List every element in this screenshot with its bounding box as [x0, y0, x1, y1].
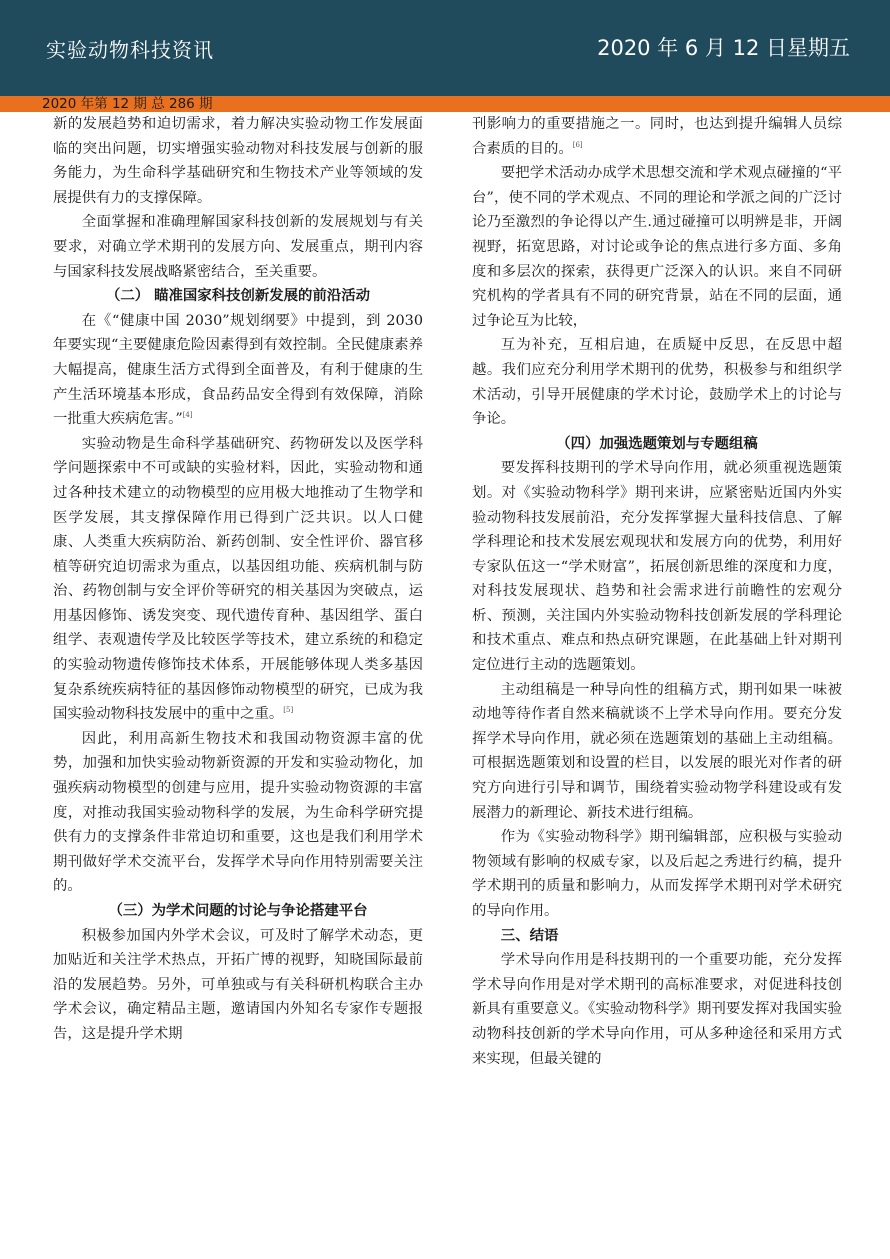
issue-bar [0, 96, 890, 112]
citation-ref: [6] [572, 140, 583, 149]
page-header [0, 0, 890, 96]
citation-ref: [5] [283, 706, 294, 715]
section-heading: （四）加强选题策划与专题组稿 [556, 434, 758, 452]
paragraph: 实验动物是生命科学基础研究、药物研发以及医学科学问题探索中不可或缺的实验材料，因此，实验动物和通过各种技术建立的动物模型的应用极大地推动了生物学和医学发展，其支撑保障作用已得到广泛共识。以人口健康、人类重大疾病防治、新药创制、安全性评价、器官移植等研究迫切需求为重点，以基因组功能、疾病机制与防治、药物创制与安全评价等研究的相关基因为突破点，运用基因修饰、诱发突变、现代遗传育种、基因组学、蛋白组学、表观遗传学及比较医学等技术，建立系统的和稳定的实验动物遗传修饰技术体系，开展能够体现人类多基因复杂系统疾病特征的基因修饰动物模型的研究，已成为我国实验动物科技发展中的重中之重。[5] [53, 435, 423, 723]
section-heading: （二） 瞄准国家科技创新发展的前沿活动 [105, 287, 371, 305]
section-heading: 三、结语 [500, 926, 559, 944]
issue-number: 2020 年第 12 期 总 286 期 [42, 96, 213, 112]
paragraph: 要发挥科技期刊的学术导向作用，就必须重视选题策划。对《实验动物科学》期刊来讲，应紧密贴近国内外实验动物科技发展前沿，充分发挥掌握大量科技信息、了解学科理论和技术发展宏观现状和发展方向的优势，利用好专家队伍这一“学术财富”，拓展创新思维的深度和力度，对科技发展现状、趋势和社会需求进行前瞻性的宏观分析、预测，关注国内外实验动物科技创新发展的学科理论和技术重点、难点和热点研究课题，在此基础上针对期刊定位进行主动的选题策划。 [472, 460, 842, 674]
paragraph: 刊影响力的重要措施之一。同时，也达到提升编辑人员综合素质的目的。[6] [472, 116, 842, 157]
paragraph: 积极参加国内外学术会议，可及时了解学术动态，更加贴近和关注学术热点，开拓广博的视野，知晓国际最前沿的发展趋势。另外，可单独或与有关科研机构联合主办学术会议，确定精品主题，邀请国内外知名专家作专题报告，这是提升学术期 [53, 927, 423, 1042]
paragraph: 全面掌握和准确理解国家科技创新的发展规划与有关要求，对确立学术期刊的发展方向、发展重点，期刊内容与国家科技发展战略紧密结合，至关重要。 [53, 214, 423, 280]
paragraph: 要把学术活动办成学术思想交流和学术观点碰撞的“平台”，使不同的学术观点、不同的理论和学派之间的广泛讨论乃至激烈的争论得以产生.通过碰撞可以明辨是非，开阔视野，拓宽思路，对讨论或争论的焦点进行多方面、多角度和多层次的探索，获得更广泛深入的认识。来自不同研究机构的学者具有不同的研究背景，站在不同的层面，通过争论互为比较， [472, 165, 842, 329]
section-heading: （三）为学术问题的讨论与争论搭建平台 [108, 902, 368, 919]
paragraph: 新的发展趋势和迫切需求，着力解决实验动物工作发展面临的突出问题，切实增强实验动物对科技发展与创新的服务能力，为生命科学基础研究和生物技术产业等领域的发展提供有力的支撑保障。 [53, 116, 423, 206]
paragraph: 因此，利用高新生物技术和我国动物资源丰富的优势，加强和加快实验动物新资源的开发和实验动物化，加强疾病动物模型的创建与应用，提升实验动物资源的丰富度，对推动我国实验动物科学的发展，为生命科学研究提供有力的支撑条件非常迫切和重要，这也是我们利用学术期刊做好学术交流平台，发挥学术导向作用特别需要关注的。 [53, 730, 423, 895]
paragraph: 作为《实验动物科学》期刊编辑部，应积极与实验动物领域有影响的权威专家，以及后起之秀进行约稿，提升学术期刊的质量和影响力，从而发挥学术期刊对学术研究的导向作用。 [472, 829, 842, 919]
right-column [472, 112, 842, 1071]
paragraph: 在《“健康中国 2030”规划纲要》中提到，到 2030 年要实现“主要健康危险因素得到有效控制。全民健康素养大幅提高，健康生活方式得到全面普及，有利于健康的生产生活环境基本形成，食品药品安全得到有效保障，消除一批重大疾病危害。”[4] [53, 312, 423, 428]
citation-ref: [4] [182, 411, 193, 420]
paragraph: 互为补充，互相启迪，在质疑中反思，在反思中超越。我们应充分利用学术期刊的优势，积极参与和组织学术活动，引导开展健康的学术讨论，鼓励学术上的讨论与争论。 [472, 337, 842, 428]
newsletter-title: 实验动物科技资讯 [46, 38, 214, 62]
paragraph: 主动组稿是一种导向性的组稿方式，期刊如果一味被动地等待作者自然来稿就谈不上学术导向作用。要充分发挥学术导向作用，就必须在选题策划的基础上主动组稿。可根据选题策划和设置的栏目，以发展的眼光对作者的研究方向进行引导和调节，围绕着实验动物学科建设或有发展潜力的新理论、新技术进行组稿。 [472, 681, 842, 821]
paragraph: 学术导向作用是科技期刊的一个重要功能，充分发挥学术导向作用是对学术期刊的高标准要求，对促进科技创新具有重要意义。《实验动物科学》期刊要发挥对我国实验动物科技创新的学术导向作用，可从多种途径和采用方式来实现，但最关键的 [472, 952, 842, 1067]
issue-date: 2020 年 6 月 12 日星期五 [597, 36, 850, 60]
left-column [53, 112, 423, 1047]
